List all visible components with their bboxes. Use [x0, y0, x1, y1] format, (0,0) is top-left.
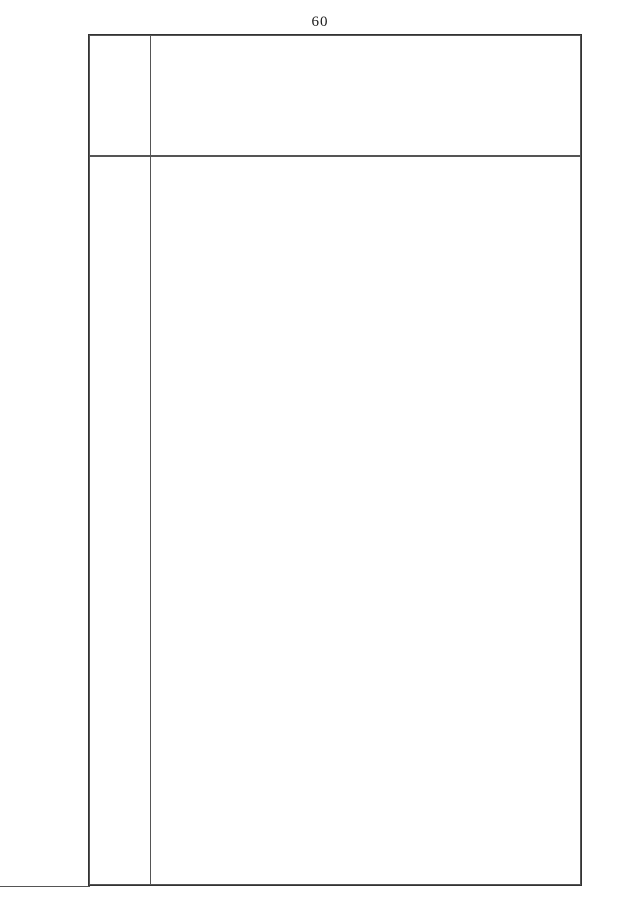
rotated-table-frame [88, 34, 582, 886]
page-number: 60 [311, 14, 329, 30]
table-first-column-block [89, 35, 151, 885]
table-body-block [89, 155, 581, 885]
scan-crop-line [0, 886, 90, 887]
table-header-block [89, 35, 581, 157]
